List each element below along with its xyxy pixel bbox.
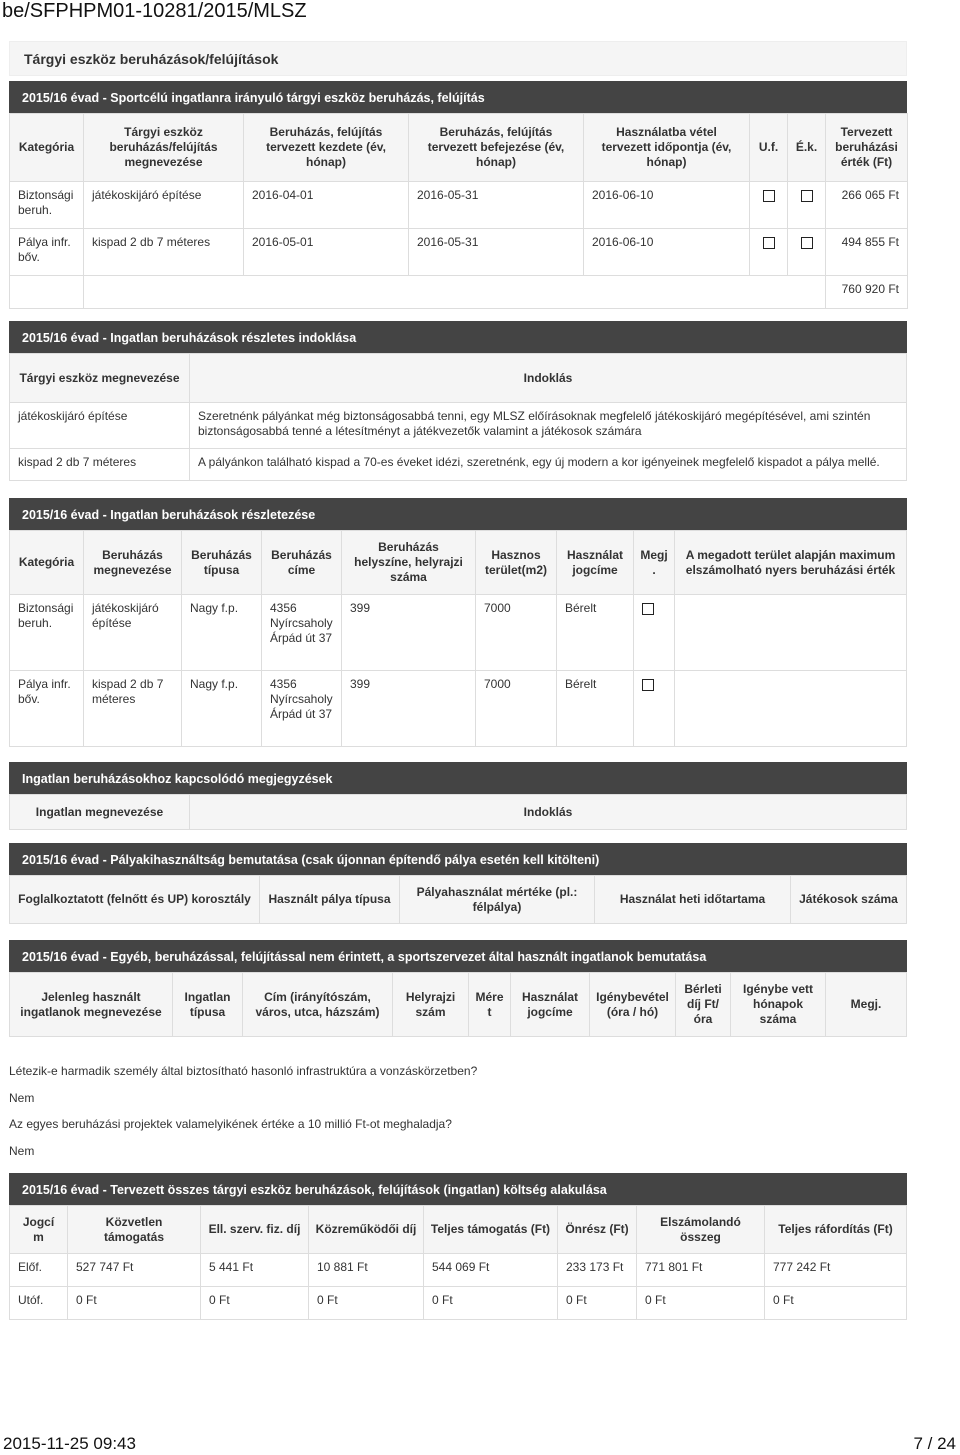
cell-category: Pálya infr. bőv. bbox=[10, 229, 84, 276]
th-value: Tervezett beruházási érték (Ft) bbox=[826, 114, 908, 182]
th-size: Méret bbox=[469, 973, 511, 1037]
th-total-support: Teljes támogatás (Ft) bbox=[424, 1206, 558, 1254]
cell-ek bbox=[788, 182, 826, 229]
table-row bbox=[10, 1287, 907, 1320]
page-header: be/SFPHPM01-10281/2015/MLSZ bbox=[2, 0, 307, 22]
cell-note bbox=[634, 595, 675, 671]
cell-uf bbox=[750, 229, 788, 276]
cell-total: 760 920 Ft bbox=[826, 276, 908, 309]
cell-end: 2016-05-31 bbox=[409, 182, 584, 229]
notes-section bbox=[9, 762, 907, 830]
cell-contributor: 10 881 Ft bbox=[309, 1254, 424, 1287]
details-table bbox=[9, 530, 907, 747]
th-type: Beruházás típusa bbox=[182, 531, 262, 595]
justification-section bbox=[9, 321, 907, 481]
checkbox-uf[interactable] bbox=[763, 237, 775, 249]
th-category: Kategória bbox=[10, 531, 84, 595]
th-address: Cím (irányítószám, város, utca, házszám) bbox=[243, 973, 393, 1037]
answer-10-million: Nem bbox=[9, 1144, 35, 1158]
th-players: Játékosok száma bbox=[791, 876, 907, 924]
other-properties-table bbox=[9, 972, 907, 1037]
cell-total-support: 0 Ft bbox=[424, 1287, 558, 1320]
table-row bbox=[10, 1254, 907, 1287]
th-rent: Bérleti díj Ft/óra bbox=[676, 973, 731, 1037]
cell-lot: 399 bbox=[342, 671, 476, 747]
th-direct-support: Közvetlen támogatás bbox=[68, 1206, 201, 1254]
cell-own-share: 233 173 Ft bbox=[558, 1254, 637, 1287]
th-use-date: Használatba vétel tervezett időpontja (év, hónap) bbox=[584, 114, 750, 182]
cell-control: 0 Ft bbox=[201, 1287, 309, 1320]
cell-category: Biztonsági beruh. bbox=[10, 595, 84, 671]
table-row bbox=[10, 403, 907, 449]
cell-reason: Szeretnénk pályánkat még biztonságosabbá tenni, egy MLSZ előírásoknak megfelelő játékoskijáró megépítésével, ami szintén biztonságosabbá tenné a létesítményt a játékvezetők valamint a játékosok számára bbox=[190, 403, 907, 449]
th-age-group: Foglalkoztatott (felnőtt és UP) korosztály bbox=[10, 876, 260, 924]
th-property: Ingatlan megnevezése bbox=[10, 795, 190, 830]
cell-start: 2016-04-01 bbox=[244, 182, 409, 229]
usage-table bbox=[9, 875, 907, 924]
th-asset-name: Tárgyi eszköz megnevezése bbox=[10, 354, 190, 403]
section-bar-tangible: 2015/16 évad - Sportcélú ingatlanra irányuló tárgyi eszköz beruházás, felújítás bbox=[9, 81, 907, 113]
th-accountable: Elszámolandó összeg bbox=[637, 1206, 765, 1254]
cell-name: játékoskijáró építése bbox=[10, 403, 190, 449]
cell-name: kispad 2 db 7 méteres bbox=[84, 229, 244, 276]
checkbox-ek[interactable] bbox=[801, 190, 813, 202]
tangible-table bbox=[9, 113, 908, 309]
question-infrastructure: Létezik-e harmadik személy által biztosítható hasonló infrastruktúra a vonzáskörzetben? bbox=[9, 1064, 478, 1078]
th-name: Beruházás megnevezése bbox=[84, 531, 182, 595]
cell-uf bbox=[750, 182, 788, 229]
footer-date: 2015-11-25 09:43 bbox=[3, 1434, 136, 1453]
th-months: Igénybe vett hónapok száma bbox=[731, 973, 826, 1037]
th-max-value: A megadott terület alapján maximum elszámolható nyers beruházási érték bbox=[675, 531, 907, 595]
cell-accountable: 771 801 Ft bbox=[637, 1254, 765, 1287]
th-hours: Igénybevétel (óra / hó) bbox=[590, 973, 676, 1037]
other-properties-section bbox=[9, 940, 907, 1037]
th-lot: Helyrajzi szám bbox=[393, 973, 469, 1037]
th-asset-name: Tárgyi eszköz beruházás/felújítás megnevezése bbox=[84, 114, 244, 182]
th-total-expenditure: Teljes ráfordítás (Ft) bbox=[765, 1206, 907, 1254]
cell-title: Bérelt bbox=[557, 595, 634, 671]
cell-accountable: 0 Ft bbox=[637, 1287, 765, 1320]
section-bar-notes: Ingatlan beruházásokhoz kapcsolódó megjegyzések bbox=[9, 762, 907, 794]
cell-type: Nagy f.p. bbox=[182, 595, 262, 671]
cell-name: kispad 2 db 7 méteres bbox=[10, 449, 190, 481]
answer-infrastructure: Nem bbox=[9, 1091, 35, 1105]
cell-address: 4356 Nyírcsaholy Árpád út 37 bbox=[262, 671, 342, 747]
th-lot: Beruházás helyszíne, helyrajzi száma bbox=[342, 531, 476, 595]
th-control-fee: Ell. szerv. fiz. díj bbox=[201, 1206, 309, 1254]
th-legal-basis: Jogcí m bbox=[10, 1206, 68, 1254]
th-note: Megj. bbox=[826, 973, 907, 1037]
th-property-type: Ingatlan típusa bbox=[173, 973, 243, 1037]
panel-title: Tárgyi eszköz beruházások/felújítások bbox=[9, 41, 907, 76]
cell-use: 2016-06-10 bbox=[584, 182, 750, 229]
costs-table bbox=[9, 1205, 907, 1320]
section-bar-costs: 2015/16 évad - Tervezett összes tárgyi eszköz beruházások, felújítások (ingatlan) költség alakulása bbox=[9, 1173, 907, 1205]
question-10-million: Az egyes beruházási projektek valamelyikének értéke a 10 millió Ft-ot meghaladja? bbox=[9, 1117, 452, 1131]
cell-name: játékoskijáró építése bbox=[84, 595, 182, 671]
th-ek: É.k. bbox=[788, 114, 826, 182]
th-reason: Indoklás bbox=[190, 354, 907, 403]
th-category: Kategória bbox=[10, 114, 84, 182]
cell-type: Nagy f.p. bbox=[182, 671, 262, 747]
cell-category: Pálya infr. bőv. bbox=[10, 671, 84, 747]
footer-page-number: 7 / 24 bbox=[913, 1434, 956, 1453]
table-row bbox=[10, 595, 907, 671]
th-title: Használat jogcíme bbox=[557, 531, 634, 595]
checkbox-note[interactable] bbox=[642, 679, 654, 691]
section-bar-other: 2015/16 évad - Egyéb, beruházással, felújítással nem érintett, a sportszervezet által használt ingatlanok bemutatása bbox=[9, 940, 907, 972]
cell-value: 266 065 Ft bbox=[826, 182, 908, 229]
cell-reason: A pályánkon található kispad a 70-es éveket idézi, szeretnénk, egy új modern a kor igényeinek megfelelő kispadot a pálya mellé. bbox=[190, 449, 907, 481]
th-own-share: Önrész (Ft) bbox=[558, 1206, 637, 1254]
tangible-assets-section bbox=[9, 41, 907, 309]
cell-use: 2016-06-10 bbox=[584, 229, 750, 276]
th-property-name: Jelenleg használt ingatlanok megnevezése bbox=[10, 973, 173, 1037]
cell-own-share: 0 Ft bbox=[558, 1287, 637, 1320]
cell-total-expenditure: 0 Ft bbox=[765, 1287, 907, 1320]
checkbox-note[interactable] bbox=[642, 603, 654, 615]
cell-address: 4356 Nyírcsaholy Árpád út 37 bbox=[262, 595, 342, 671]
table-row bbox=[10, 182, 908, 229]
cell-category: Biztonsági beruh. bbox=[10, 182, 84, 229]
table-row bbox=[10, 449, 907, 481]
cell-area: 7000 bbox=[476, 671, 557, 747]
th-weekly-duration: Használat heti időtartama bbox=[595, 876, 791, 924]
th-pitch-type: Használt pálya típusa bbox=[260, 876, 400, 924]
section-bar-justification: 2015/16 évad - Ingatlan beruházások részletes indoklása bbox=[9, 321, 907, 353]
details-section bbox=[9, 498, 907, 747]
checkbox-ek[interactable] bbox=[801, 237, 813, 249]
cell-basis: Utóf. bbox=[10, 1287, 68, 1320]
cell-total-expenditure: 777 242 Ft bbox=[765, 1254, 907, 1287]
cell-start: 2016-05-01 bbox=[244, 229, 409, 276]
section-bar-details: 2015/16 évad - Ingatlan beruházások részletezése bbox=[9, 498, 907, 530]
cell-ek bbox=[788, 229, 826, 276]
section-bar-usage: 2015/16 évad - Pályakihasználtság bemutatása (csak újonnan építendő pálya esetén kell kitölteni) bbox=[9, 843, 907, 875]
th-end: Beruházás, felújítás tervezett befejezése (év, hónap) bbox=[409, 114, 584, 182]
th-note: Megj. bbox=[634, 531, 675, 595]
th-start: Beruházás, felújítás tervezett kezdete (év, hónap) bbox=[244, 114, 409, 182]
notes-table bbox=[9, 794, 907, 830]
th-contributor-fee: Közreműködői díj bbox=[309, 1206, 424, 1254]
table-row bbox=[10, 671, 907, 747]
cell-end: 2016-05-31 bbox=[409, 229, 584, 276]
costs-section bbox=[9, 1173, 907, 1320]
checkbox-uf[interactable] bbox=[763, 190, 775, 202]
cell-area: 7000 bbox=[476, 595, 557, 671]
cell-direct: 0 Ft bbox=[68, 1287, 201, 1320]
cell-basis: Előf. bbox=[10, 1254, 68, 1287]
cell-name: játékoskijáró építése bbox=[84, 182, 244, 229]
cell-control: 5 441 Ft bbox=[201, 1254, 309, 1287]
th-reason: Indoklás bbox=[190, 795, 907, 830]
th-usage-extent: Pályahasználat mértéke (pl.: félpálya) bbox=[400, 876, 595, 924]
cell-title: Bérelt bbox=[557, 671, 634, 747]
justification-table bbox=[9, 353, 907, 481]
usage-section bbox=[9, 843, 907, 924]
cell-lot: 399 bbox=[342, 595, 476, 671]
cell-note bbox=[634, 671, 675, 747]
th-address: Beruházás címe bbox=[262, 531, 342, 595]
cell-name: kispad 2 db 7 méteres bbox=[84, 671, 182, 747]
th-area: Hasznos terület(m2) bbox=[476, 531, 557, 595]
cell-contributor: 0 Ft bbox=[309, 1287, 424, 1320]
table-row bbox=[10, 229, 908, 276]
total-row bbox=[10, 276, 908, 309]
cell-direct: 527 747 Ft bbox=[68, 1254, 201, 1287]
th-title: Használat jogcíme bbox=[511, 973, 590, 1037]
th-uf: U.f. bbox=[750, 114, 788, 182]
cell-total-support: 544 069 Ft bbox=[424, 1254, 558, 1287]
cell-value: 494 855 Ft bbox=[826, 229, 908, 276]
